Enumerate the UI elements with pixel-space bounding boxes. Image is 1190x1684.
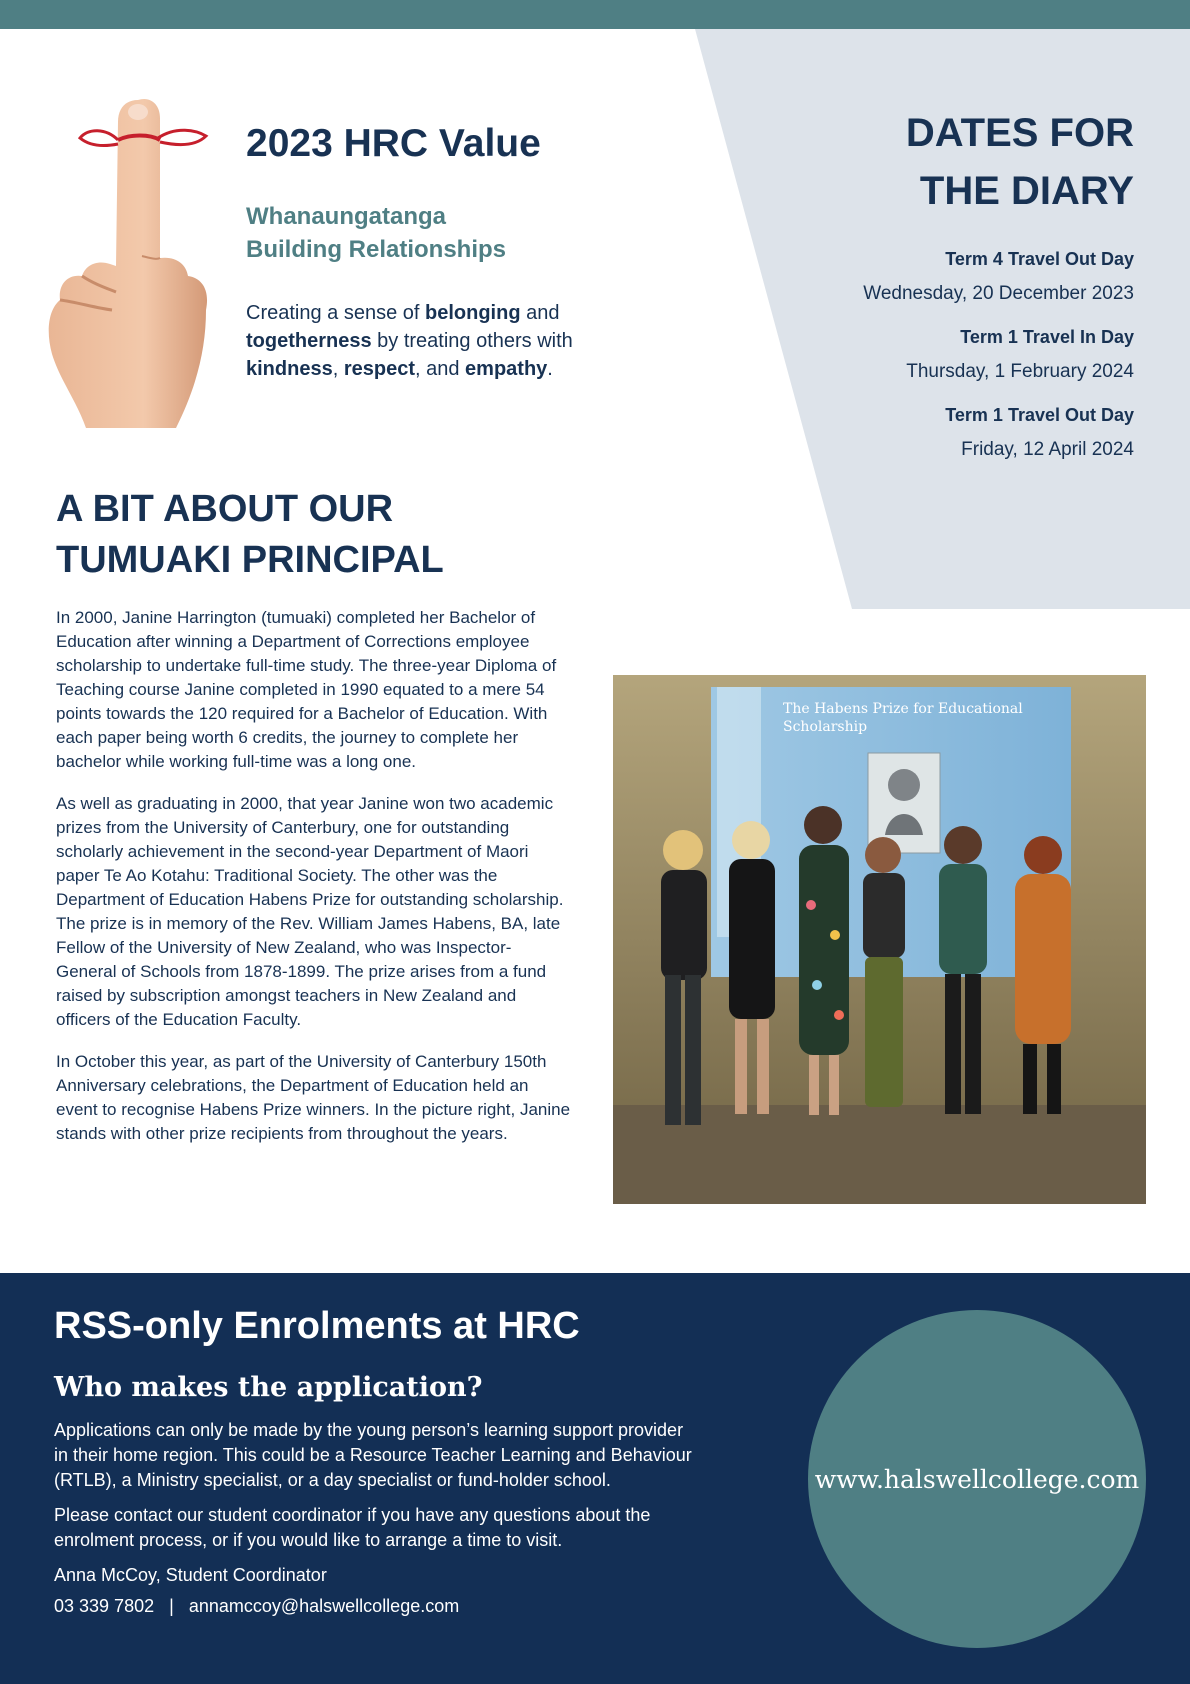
hrc-value-english: Building Relationships [246,236,507,263]
diary-item-date: Wednesday, 20 December 2023 [863,283,1134,304]
enrolments-title: RSS-only Enrolments at HRC [54,1305,580,1347]
website-circle [808,1310,1146,1648]
desc-text: , and [414,358,466,380]
hrc-value-description [246,299,646,383]
desc-text: , [332,358,344,380]
diary-item [734,324,1134,385]
diary-item-label: Term 1 Travel Out Day [945,405,1134,425]
article-paragraph: As well as graduating in 2000, that year Janine won two academic prizes from the University of Canterbury, one for outstanding scholarly achievement in the second-year Department of Maori paper Te Ao Kotahu: Traditional Society. The other was the Department of Education Habens Prize for outstanding scholarship. The prize is in memory of the Rev. William James Habens, BA, late Fellow of the University of New Zealand, who was Inspector-General of Schools from 1878-1899. The prize arises from a fund raised by subscription amongst teachers in New Zealand and officers of the Education Faculty. [56,794,564,1029]
principal-title [56,484,444,586]
principal-article [56,606,571,1164]
desc-bold: kindness [246,358,333,380]
desc-bold: togetherness [246,330,372,352]
contact-phone[interactable]: 03 339 7802 [54,1596,155,1616]
enrolments-paragraph: Applications can only be made by the young person’s learning support provider in their home region. This could be a Resource Teacher Learning and Behaviour (RTLB), a Ministry specialist, or a day specialist or fund-holder school. [54,1420,692,1490]
diary-list [734,246,1134,480]
desc-text: Creating a sense of [246,302,425,324]
article-paragraph: In 2000, Janine Harrington (tumuaki) completed her Bachelor of Education after winning a Department of Corrections employee scholarship to undertake full-time study. The three-year Diploma of Teaching course Janine completed in 1990 equated to a mere 54 points towards the 120 required for a Bachelor of Education. With each paper being worth 6 credits, the journey to complete her bachelor while working full-time was a long one. [56,608,557,771]
habens-prize-photo [613,675,1146,1204]
contact-email[interactable]: annamccoy@halswellcollege.com [188,1596,460,1616]
diary-item-label: Term 1 Travel In Day [960,327,1134,347]
article-paragraph: In October this year, as part of the University of Canterbury 150th Anniversary celebrations, the Department of Education held an event to recognise Habens Prize winners. In the picture right, Janine stands with other prize recipients from throughout the years. [56,1052,571,1143]
top-accent-bar [0,0,1190,29]
diary-item [734,402,1134,463]
diary-item-label: Term 4 Travel Out Day [945,249,1134,269]
desc-text: and [520,302,560,324]
enrolments-subtitle: Who makes the application? [54,1372,483,1403]
contact-details [54,1594,694,1619]
contact-name: Anna McCoy, Student Coordinator [54,1565,327,1585]
desc-bold: empathy [465,358,548,380]
principal-title-line: A BIT ABOUT OUR [56,488,394,530]
hrc-value-subtitle [246,200,506,266]
diary-item-date: Friday, 12 April 2024 [961,439,1134,460]
screen-title-line-1: The Habens Prize for Educational [783,701,1023,717]
diary-title-line: DATES FOR [905,111,1134,155]
diary-title-line: THE DIARY [919,169,1134,213]
desc-text: . [547,358,553,380]
finger-string-illustration [46,88,216,428]
hrc-value-title: 2023 HRC Value [246,122,541,165]
diary-item-date: Thursday, 1 February 2024 [906,361,1134,382]
diary-title [906,104,1134,220]
diary-item [734,246,1134,307]
screen-title-line-2: Scholarship [783,719,868,735]
contact-separator: | [169,1596,174,1616]
enrolments-paragraph: Please contact our student coordinator if you have any questions about the enrolment process, or if you would like to arrange a time to visit. [54,1505,651,1550]
desc-text: by treating others with [371,330,573,352]
desc-bold: belonging [425,302,521,324]
enrolments-body [54,1418,694,1619]
website-link[interactable]: www.halswellcollege.com [814,1464,1140,1494]
hrc-value-maori: Whanaungatanga [246,203,447,230]
principal-title-line: TUMUAKI PRINCIPAL [56,539,444,581]
desc-bold: respect [343,358,415,380]
